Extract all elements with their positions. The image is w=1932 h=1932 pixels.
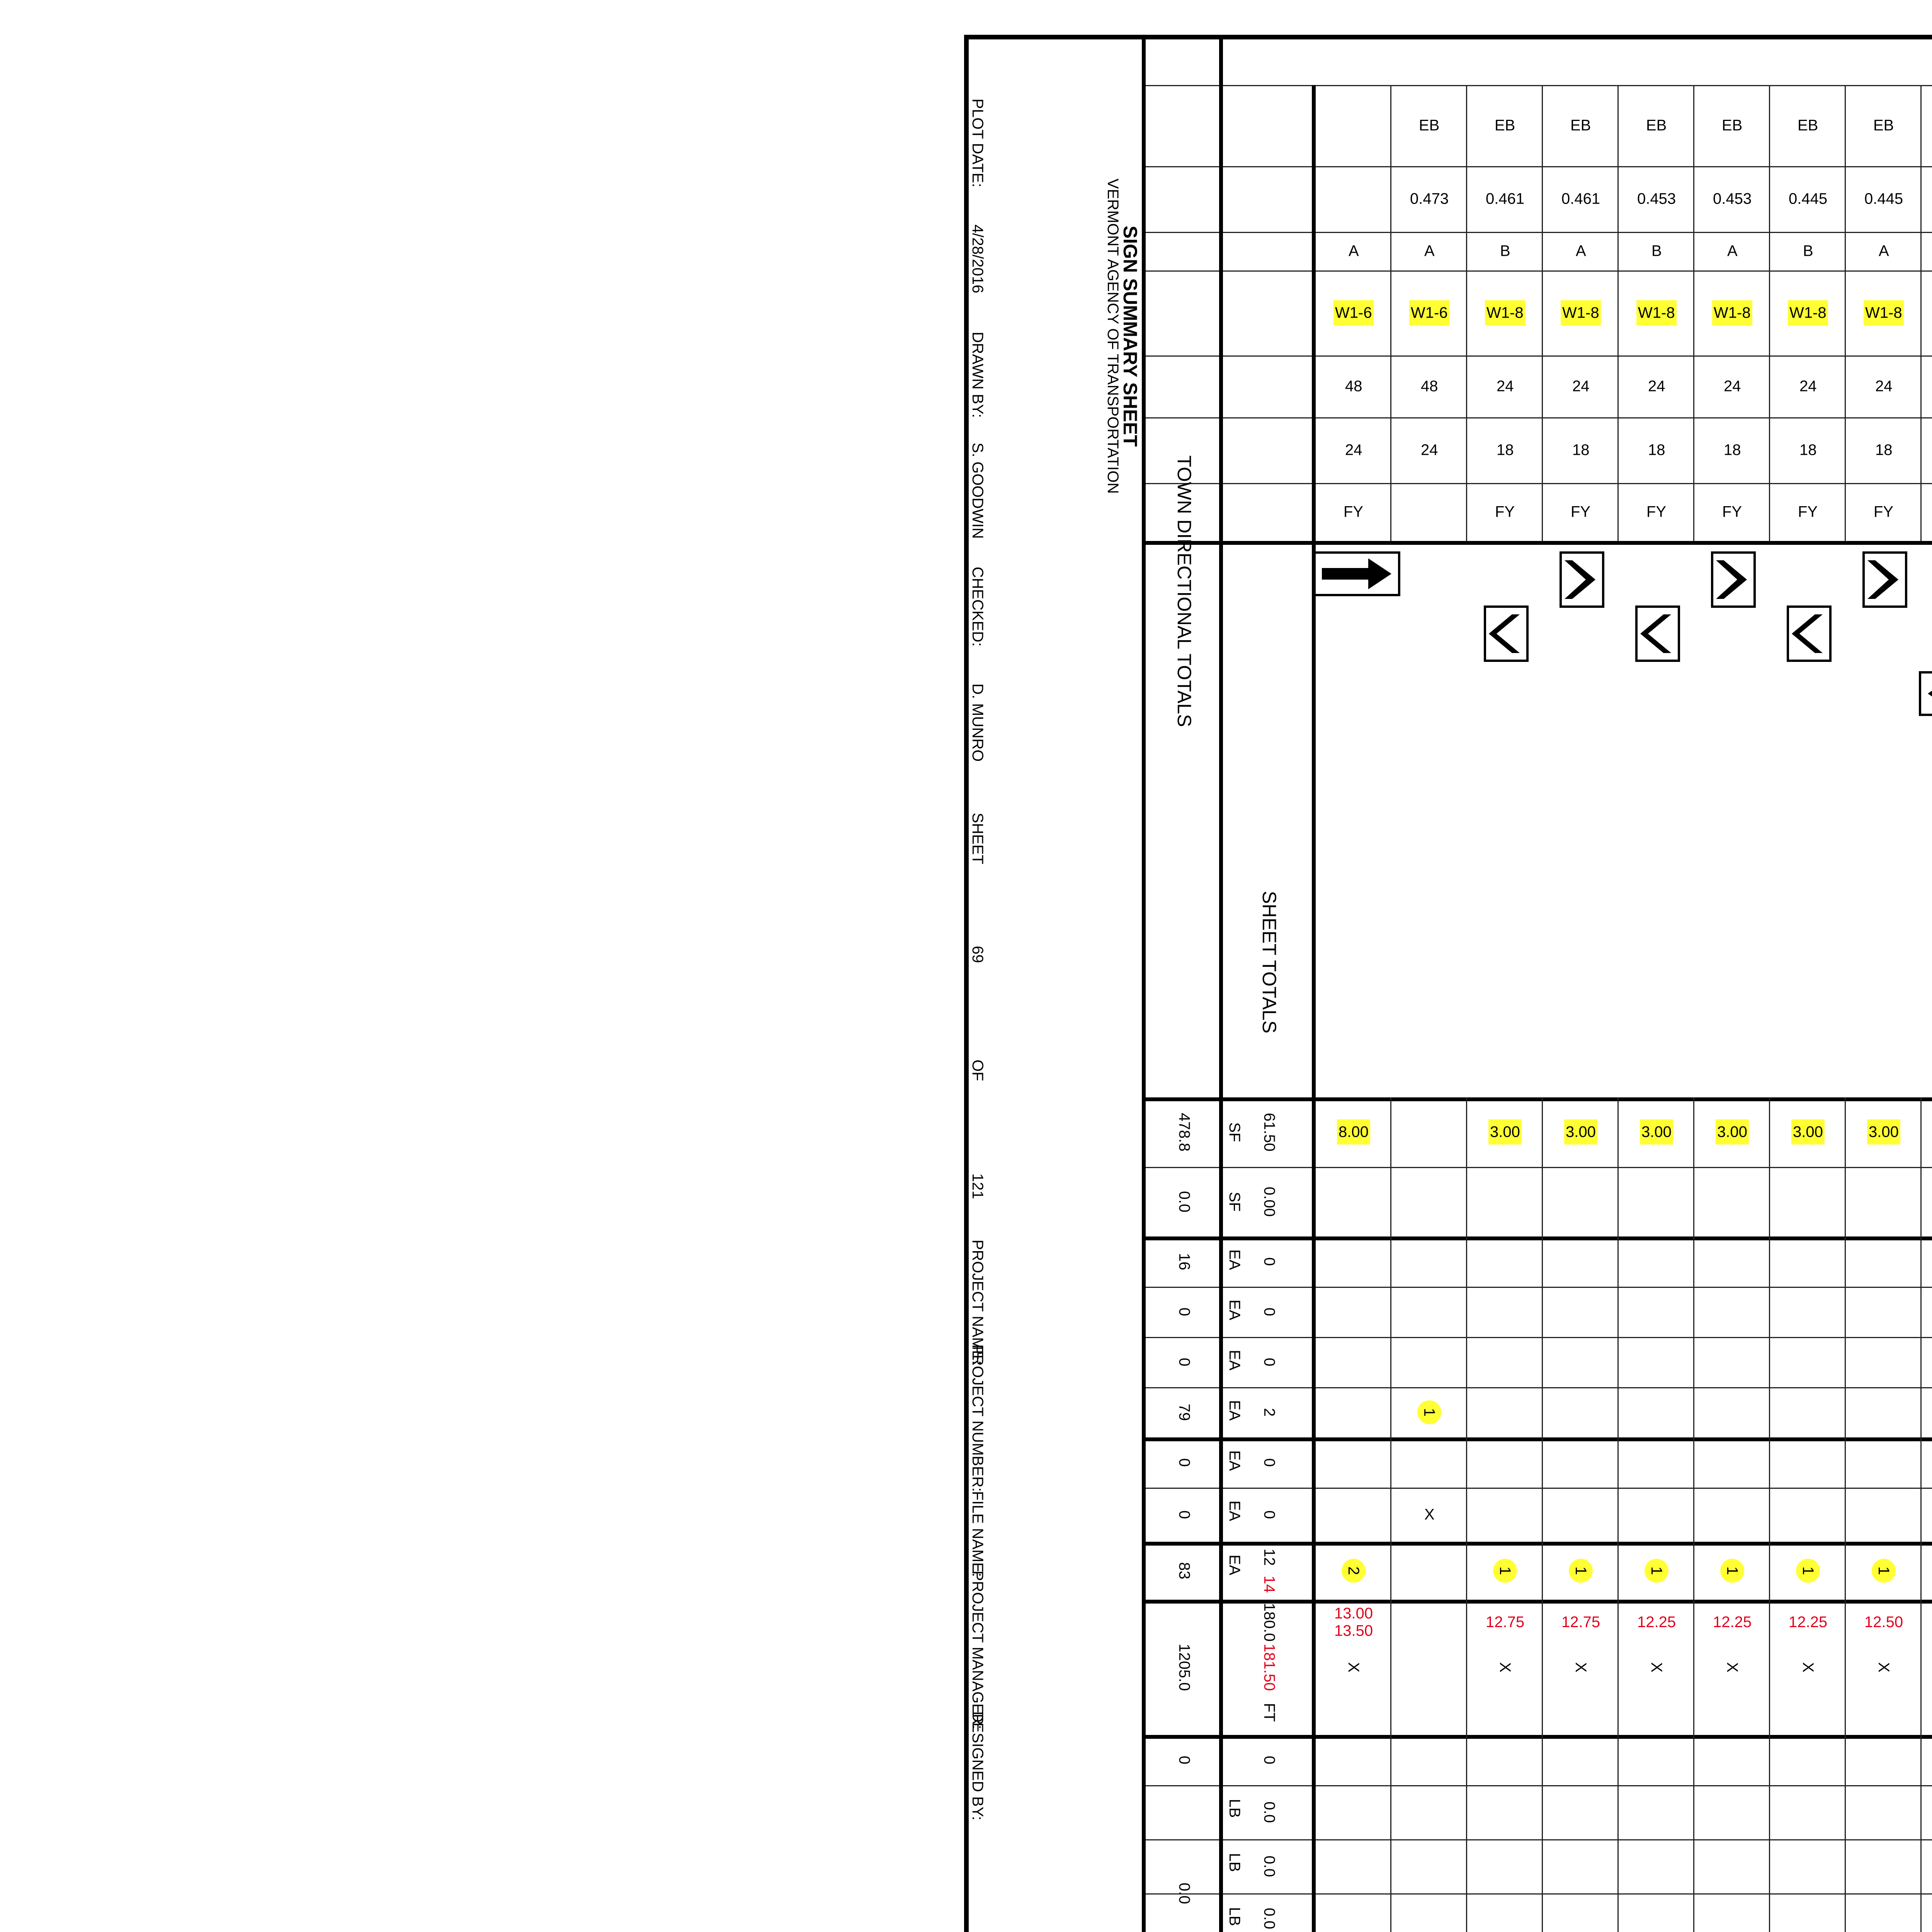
sign-summary-sheet: [927, 0, 1932, 1932]
row-new-posts-circle: [1846, 1542, 1922, 1600]
row-new-sign-a-text: 3.00: [1791, 1120, 1825, 1145]
town-total-new-posts-text: 83: [1176, 1562, 1193, 1580]
row-location-code: [1316, 232, 1391, 270]
row-new-sign-a: [1467, 1097, 1543, 1167]
unit-b-text: SF: [1226, 1192, 1243, 1212]
town-total-salvage-from: [1146, 1287, 1223, 1337]
town-total-b-text: 0.0: [1176, 1191, 1193, 1213]
town-total-foundation: [1146, 1735, 1223, 1785]
row-sign-code: [1694, 270, 1770, 355]
sheet-total-new-posts-old-text: 12: [1261, 1548, 1278, 1566]
row-height: [1770, 417, 1846, 483]
sheet-total-tub-1-text: 0.0: [1261, 1855, 1278, 1877]
tb-designer-label-text: DESIGNED BY:: [969, 1711, 986, 1821]
row-height-text: 18: [1648, 441, 1665, 459]
sheet-total-remove-text: 2: [1261, 1408, 1278, 1417]
row-location-code: [1543, 232, 1619, 270]
town-total-remove: [1146, 1387, 1223, 1437]
row-sheeting-text: FY: [1798, 503, 1818, 520]
row-new-posts-circle: [1543, 1542, 1619, 1600]
row-sheeting: [1467, 483, 1543, 541]
row-new-sign-a-text: 3.00: [1488, 1120, 1522, 1145]
sheet-total-a-text: 61.50: [1261, 1112, 1278, 1152]
grid-line-h: [1769, 1097, 1770, 1932]
row-direction: [1846, 85, 1922, 166]
row-milepoint: [1694, 166, 1770, 232]
unit-ea-0-text: EA: [1226, 1249, 1243, 1270]
row-sign-code: [1316, 270, 1391, 355]
row-milepoint-text: 0.445: [1788, 190, 1828, 207]
row-steel-x: [1846, 1645, 1922, 1690]
row-sign-code: [1922, 270, 1932, 355]
tb-sheet-word: [968, 781, 987, 896]
row-sign-code: [1543, 270, 1619, 355]
row-new-sign-a-text: 3.00: [1640, 1120, 1673, 1145]
row-direction: [1543, 85, 1619, 166]
tb-sheet-num: [968, 896, 987, 1012]
unit-ea-6-text: EA: [1226, 1554, 1243, 1575]
row-height: [1846, 417, 1922, 483]
row-milepoint: [1770, 166, 1846, 232]
row-sign-code-text: W1-8: [1712, 301, 1752, 326]
unit-ea-4: [1223, 1437, 1246, 1484]
tb-plot-date: [968, 201, 987, 317]
row-height: [1467, 417, 1543, 483]
row-location-code-text: A: [1878, 242, 1889, 260]
town-total-tub: [1146, 1785, 1223, 1932]
unit-ea-1: [1223, 1287, 1246, 1333]
row-steel-x: [1922, 1645, 1932, 1690]
sheet-total-tub-0-text: 0.0: [1261, 1801, 1278, 1823]
row-milepoint-text: 0.453: [1637, 190, 1676, 207]
row-milepoint-text: 0.461: [1485, 190, 1525, 207]
row-sign-code-text: W1-8: [1561, 301, 1601, 326]
row-steel-x: [1694, 1645, 1770, 1690]
row-width: [1770, 355, 1846, 417]
sheet-title: [1119, 85, 1142, 587]
sheet-totals-label: [1223, 827, 1316, 1097]
row-width: [1846, 355, 1922, 417]
sheet-total-retain-text: 0: [1261, 1257, 1278, 1266]
sheet-totals-label-text: SHEET TOTALS: [1259, 891, 1280, 1034]
grid-line-h: [1617, 1097, 1619, 1932]
row-sheeting-text: FY: [1646, 503, 1667, 520]
row-sheeting-text: FY: [1722, 503, 1742, 520]
unit-ea-5-text: EA: [1226, 1500, 1243, 1521]
row-width-text: 24: [1875, 378, 1893, 395]
row-steel: [1694, 1600, 1770, 1645]
row-sheeting: [1543, 483, 1619, 541]
tb-checked-label-text: CHECKED:: [969, 566, 986, 647]
tb-drawn-text: S. GOODWIN: [969, 442, 986, 539]
row-direction-text: EB: [1570, 117, 1591, 134]
row-width: [1391, 355, 1467, 417]
row-steel-text: 12.50: [1864, 1613, 1903, 1631]
row-milepoint: [1619, 166, 1694, 232]
row-sign-code: [1770, 270, 1846, 355]
town-totals-label: [1146, 85, 1223, 1097]
row-sign-code-text: W1-6: [1333, 301, 1374, 326]
row-width: [1619, 355, 1694, 417]
row-milepoint: [1316, 166, 1391, 232]
unit-ea-5: [1223, 1488, 1246, 1534]
row-location-code: [1770, 232, 1846, 270]
town-total-post-retain-text: 0: [1176, 1458, 1193, 1467]
tb-sheet-num-text: 69: [969, 946, 986, 963]
town-total-retain: [1146, 1236, 1223, 1287]
row-new-posts-circle: [1694, 1542, 1770, 1600]
row-steel-x: [1770, 1645, 1846, 1690]
row-height-text: 24: [1420, 441, 1438, 459]
row-sheeting: [1694, 483, 1770, 541]
row-location-code-text: A: [1424, 242, 1435, 260]
row-sign-code: [1391, 270, 1467, 355]
town-total-a: [1146, 1097, 1223, 1167]
row-remove-circle: [1391, 1387, 1467, 1437]
town-total-steel: [1146, 1600, 1223, 1735]
row-location-code-text: A: [1575, 242, 1586, 260]
row-new-posts: 1: [1493, 1559, 1517, 1583]
row-new-posts-circle: [1467, 1542, 1543, 1600]
row-direction: [1316, 85, 1391, 166]
row-sign-code-text: W1-6: [1409, 301, 1449, 326]
row-new-posts: 1: [1645, 1559, 1668, 1583]
unit-lb-1: [1223, 1839, 1246, 1886]
tb-project-number-label: [968, 1344, 987, 1492]
row-width: [1922, 355, 1932, 417]
tb-drawn: [968, 433, 987, 549]
row-location-code-text: B: [1651, 242, 1662, 260]
row-milepoint: [1922, 166, 1932, 232]
row-location-code-text: A: [1727, 242, 1738, 260]
sheet-total-salvage-from-text: 0: [1261, 1307, 1278, 1316]
grid-line-h: [1693, 1097, 1694, 1932]
row-location-code: [1467, 232, 1543, 270]
row-steel-text: 12.75: [1485, 1613, 1525, 1631]
unit-lb-1-text: LB: [1226, 1853, 1243, 1872]
row-sign-code: [1467, 270, 1543, 355]
row-new-sign-a-text: 3.00: [1564, 1120, 1597, 1145]
town-total-post-retain: [1146, 1437, 1223, 1488]
row-width-text: 24: [1723, 378, 1741, 395]
unit-lb-0: [1223, 1785, 1246, 1832]
row-width-text: 24: [1799, 378, 1817, 395]
row-steel-text: 12.25: [1637, 1613, 1676, 1631]
row-sheeting: [1922, 483, 1932, 541]
tb-pm-label-text: PROJECT MANAGER:: [969, 1570, 986, 1730]
row-new-sign-a: [1694, 1097, 1770, 1167]
row-sign-code-text: W1-8: [1864, 301, 1904, 326]
town-total-salvage-to-text: 0: [1176, 1357, 1193, 1367]
row-width-text: 48: [1420, 378, 1438, 395]
row-direction: [1770, 85, 1846, 166]
row-direction: [1619, 85, 1694, 166]
row-width: [1543, 355, 1619, 417]
unit-ea-3: [1223, 1387, 1246, 1434]
row-new-sign-a: [1770, 1097, 1846, 1167]
row-sheeting-text: FY: [1571, 503, 1591, 520]
row-direction: [1467, 85, 1543, 166]
town-total-tub-text: 0.0: [1176, 1883, 1193, 1904]
town-total-salvage-from-text: 0: [1176, 1307, 1193, 1316]
row-steel: [1467, 1600, 1543, 1645]
row-direction: [1694, 85, 1770, 166]
town-total-post-remove: [1146, 1488, 1223, 1542]
row-sheeting: [1316, 483, 1391, 541]
tb-plot-label-text: PLOT DATE:: [969, 99, 986, 187]
town-total-new-posts: [1146, 1542, 1223, 1600]
tb-pm-label: [968, 1570, 987, 1730]
row-width: [1694, 355, 1770, 417]
row-new-sign-a: [1391, 1097, 1467, 1167]
row-height: [1543, 417, 1619, 483]
unit-ea-1-text: EA: [1226, 1299, 1243, 1320]
grid-line-h: [1542, 1097, 1543, 1932]
row-new-sign-a: [1316, 1097, 1391, 1167]
row-width: [1467, 355, 1543, 417]
row-sheeting: [1391, 483, 1467, 541]
row-steel-x-text: X: [1648, 1662, 1665, 1673]
row-steel-x-text: X: [1497, 1662, 1514, 1673]
row-milepoint: [1846, 166, 1922, 232]
row-height-text: 18: [1875, 441, 1893, 459]
row-steel-text: 12.25: [1788, 1613, 1828, 1631]
row-sheeting-text: FY: [1344, 503, 1364, 520]
row-steel-text: 13.00 13.50: [1334, 1605, 1373, 1639]
row-new-sign-a: [1543, 1097, 1619, 1167]
sheet-title-text: SIGN SUMMARY SHEET: [1119, 225, 1141, 447]
row-location-code-text: A: [1348, 242, 1359, 260]
row-width: [1316, 355, 1391, 417]
row-steel-x-text: X: [1799, 1662, 1817, 1673]
row-sheeting-text: FY: [1495, 503, 1515, 520]
sheet-total-steel-old-text: 180.0: [1261, 1603, 1278, 1642]
row-steel: [1846, 1600, 1922, 1645]
unit-lb-0-text: LB: [1226, 1799, 1243, 1818]
row-new-posts-circle: [1316, 1542, 1391, 1600]
sheet-total-steel-new-text: 181.50: [1261, 1643, 1278, 1691]
town-total-foundation-text: 0: [1176, 1755, 1193, 1765]
row-steel-x: [1316, 1645, 1391, 1690]
sheet-total-ft-text: FT: [1261, 1703, 1278, 1722]
row-milepoint: [1391, 166, 1467, 232]
row-milepoint: [1543, 166, 1619, 232]
unit-lb-2-text: LB: [1226, 1907, 1243, 1926]
tb-of-word-text: OF: [969, 1060, 986, 1081]
row-milepoint-text: 0.453: [1713, 190, 1752, 207]
town-total-remove-text: 79: [1176, 1403, 1193, 1421]
tb-plot-date-text: 4/28/2016: [969, 224, 986, 293]
sheet-total-steel-new: [1223, 1645, 1316, 1690]
town-total-b: [1146, 1167, 1223, 1236]
row-new-sign-a: [1846, 1097, 1922, 1167]
town-total-a-text: 478.8: [1176, 1112, 1193, 1152]
sheet-total-foundation: [1223, 1735, 1316, 1785]
unit-ea-6: [1223, 1542, 1246, 1588]
row-post-remove-text: X: [1424, 1506, 1435, 1523]
row-new-posts-circle: [1922, 1542, 1932, 1600]
row-steel-x-text: X: [1875, 1662, 1893, 1673]
row-location-code: [1922, 232, 1932, 270]
row-new-sign-a-text: 3.00: [1867, 1120, 1900, 1145]
row-steel-x-text: X: [1345, 1662, 1362, 1673]
tb-checked: [968, 665, 987, 781]
tb-plot-label: [968, 85, 987, 201]
agency-name: [1105, 85, 1121, 587]
row-new-posts-circle: [1619, 1542, 1694, 1600]
row-location-code: [1619, 232, 1694, 270]
unit-ea-4-text: EA: [1226, 1450, 1243, 1471]
row-steel-x: [1467, 1645, 1543, 1690]
unit-ea-2-text: EA: [1226, 1350, 1243, 1371]
row-sign-code: [1619, 270, 1694, 355]
row-sheeting: [1619, 483, 1694, 541]
row-direction-text: EB: [1722, 117, 1743, 134]
row-new-sign-a-text: 8.00: [1337, 1120, 1370, 1145]
row-direction-text: EB: [1495, 117, 1515, 134]
row-new-sign-a: [1619, 1097, 1694, 1167]
grid-line-v: [1146, 541, 1932, 545]
tb-drawn-label-text: DRAWN BY:: [969, 332, 986, 418]
row-direction-text: EB: [1646, 117, 1667, 134]
row-height-text: 18: [1572, 441, 1590, 459]
row-new-posts-circle: [1770, 1542, 1846, 1600]
sheet-total-foundation-text: 0: [1261, 1755, 1278, 1765]
row-sheeting: [1846, 483, 1922, 541]
tb-sheet-total: [968, 1128, 987, 1244]
sheet-total-tub-2-text: 0.0: [1261, 1908, 1278, 1929]
row-new-posts: 1: [1796, 1559, 1820, 1583]
row-location-code: [1694, 232, 1770, 270]
row-height-text: 18: [1496, 441, 1514, 459]
row-steel: [1770, 1600, 1846, 1645]
row-location-code-text: B: [1500, 242, 1510, 260]
row-sign-code-text: W1-8: [1636, 301, 1677, 326]
tb-project-name-label-text: PROJECT NAME:: [969, 1240, 986, 1365]
row-sheeting: [1770, 483, 1846, 541]
town-total-salvage-to: [1146, 1337, 1223, 1387]
row-sheeting-text: FY: [1874, 503, 1894, 520]
row-location-code: [1391, 232, 1467, 270]
row-direction: [1391, 85, 1467, 166]
row-location-code: [1846, 232, 1922, 270]
grid-line-h: [1920, 1097, 1922, 1932]
row-direction: [1922, 85, 1932, 166]
row-height: [1619, 417, 1694, 483]
grid-line-h: [1142, 35, 1146, 1932]
unit-b: [1223, 1167, 1246, 1236]
row-new-posts: 1: [1720, 1559, 1744, 1583]
town-total-post-remove-text: 0: [1176, 1510, 1193, 1519]
town-total-steel-text: 1205.0: [1176, 1643, 1193, 1691]
row-steel-x-text: X: [1724, 1662, 1741, 1673]
row-width-text: 24: [1572, 378, 1590, 395]
row-width-text: 24: [1496, 378, 1514, 395]
row-steel-text: [1922, 1605, 1932, 1639]
town-totals-label-text: TOWN DIRECTIONAL TOTALS: [1173, 455, 1195, 727]
row-sign-code: [1846, 270, 1922, 355]
row-width-text: 24: [1648, 378, 1665, 395]
tb-of-word: [968, 1012, 987, 1128]
tb-sheet-total-text: 121: [969, 1173, 986, 1199]
sheet-total-steel-old: [1223, 1600, 1316, 1645]
row-height: [1922, 417, 1932, 483]
row-sign-code-text: W1-8: [1788, 301, 1828, 326]
row-steel: [1922, 1600, 1932, 1645]
unit-a-text: SF: [1226, 1122, 1243, 1142]
sheet-total-salvage-to-text: 0: [1261, 1357, 1278, 1367]
row-milepoint-text: 0.473: [1410, 190, 1449, 207]
row-height: [1316, 417, 1391, 483]
tb-sheet-word-text: SHEET: [969, 813, 986, 864]
row-steel: [1316, 1600, 1391, 1645]
row-direction-text: EB: [1798, 117, 1818, 134]
row-width-text: 48: [1345, 378, 1362, 395]
sheet-total-b-text: 0.00: [1261, 1187, 1278, 1217]
row-remove: 1: [1417, 1400, 1441, 1424]
agency-name-text: VERMONT AGENCY OF TRANSPORTATION: [1104, 179, 1122, 494]
row-height: [1694, 417, 1770, 483]
row-direction-text: EB: [1873, 117, 1894, 134]
row-milepoint: [1467, 166, 1543, 232]
tb-designer-label: [968, 1708, 987, 1824]
row-steel: [1543, 1600, 1619, 1645]
unit-ea-0: [1223, 1236, 1246, 1283]
sheet-total-post-remove-text: 0: [1261, 1510, 1278, 1519]
row-height-text: 24: [1345, 441, 1362, 459]
row-sign-code-text: W1-8: [1485, 301, 1525, 326]
row-steel-x-text: X: [1572, 1662, 1590, 1673]
row-height: [1391, 417, 1467, 483]
row-milepoint-text: 0.445: [1864, 190, 1903, 207]
row-steel-x: [1543, 1645, 1619, 1690]
row-new-sign-a: [1922, 1097, 1932, 1167]
tb-file-name-label-text: FILE NAME:: [969, 1491, 986, 1577]
sheet-total-new-posts-new-text: 14: [1261, 1575, 1278, 1593]
row-new-posts: 2: [1342, 1559, 1366, 1583]
row-direction-text: EB: [1419, 117, 1440, 134]
unit-a: [1223, 1097, 1246, 1167]
unit-ea-2: [1223, 1337, 1246, 1383]
row-height-text: 18: [1799, 441, 1817, 459]
row-steel-x: [1619, 1645, 1694, 1690]
row-post-remove: [1391, 1488, 1467, 1542]
row-steel-text: 12.25: [1713, 1613, 1752, 1631]
unit-ea-3-text: EA: [1226, 1400, 1243, 1421]
row-new-posts: 1: [1569, 1559, 1593, 1583]
row-height-text: 18: [1723, 441, 1741, 459]
row-location-code-text: B: [1803, 242, 1813, 260]
town-total-retain-text: 16: [1176, 1253, 1193, 1270]
tb-project-name-label: [968, 1240, 987, 1365]
tb-drawn-label: [968, 317, 987, 433]
row-milepoint-text: 0.461: [1561, 190, 1600, 207]
row-steel: [1619, 1600, 1694, 1645]
row-new-sign-a-text: 3.00: [1716, 1120, 1749, 1145]
row-new-posts: 1: [1872, 1559, 1896, 1583]
grid-line-h: [1845, 1097, 1846, 1932]
row-steel-text: 12.75: [1561, 1613, 1600, 1631]
unit-lb-2: [1223, 1893, 1246, 1932]
sheet-total-ft: [1223, 1690, 1316, 1735]
tb-checked-text: D. MUNRO: [969, 683, 986, 762]
tb-project-number-label-text: PROJECT NUMBER:: [969, 1344, 986, 1492]
sheet-total-post-retain-text: 0: [1261, 1458, 1278, 1467]
tb-checked-label: [968, 549, 987, 665]
